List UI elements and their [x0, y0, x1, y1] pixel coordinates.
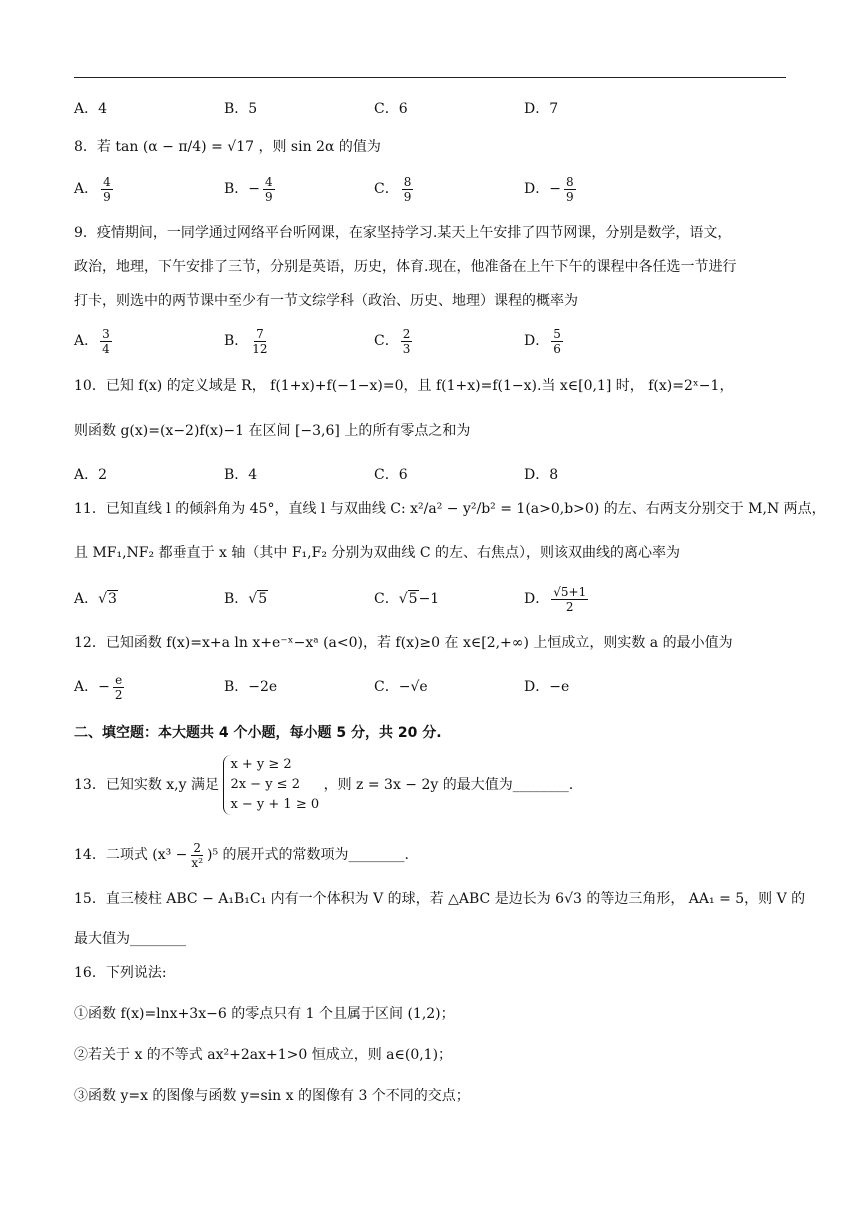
q11-options: [74, 582, 786, 616]
q11-line-1: 11．已知直线 l 的倾斜角为 45°，直线 l 与双曲线 C: x²/a² − y²/b² = 1(a>0,b>0) 的左、右两支分别交于 M,N 两点，: [74, 501, 826, 517]
fraction: [100, 327, 112, 356]
denominator: 12: [252, 341, 268, 356]
option-label: A．: [74, 679, 99, 695]
q10-options: [74, 458, 786, 492]
q10-line-1: 10．已知 f(x) 的定义域是 R， f(1+x)+f(−1−x)=0，且 f(1+x)=f(1−x).当 x∈[0,1] 时， f(x)=2ˣ−1，: [74, 378, 734, 394]
option-label: A．: [74, 591, 99, 607]
q14-suffix: )⁵ 的展开式的常数项为________.: [207, 847, 409, 863]
q9-option-b: [224, 324, 272, 358]
option-label: D．: [524, 333, 550, 349]
q15-line-2: 最大值为________: [74, 931, 186, 947]
radicand: 5: [408, 591, 418, 607]
sqrt-symbol: √3: [98, 591, 117, 607]
option-sign: −: [248, 181, 261, 197]
q16-item-3: ③函数 y=x 的图像与函数 y=sin x 的图像有 3 个不同的交点；: [74, 1088, 470, 1104]
fraction: [263, 175, 275, 204]
q8-text-after: ，则 sin 2α 的值为: [258, 139, 381, 155]
q7-option-b: B．5: [224, 101, 258, 117]
q8-text-before: 8．若 tan: [74, 139, 139, 155]
numerator: √5+1: [553, 584, 587, 599]
option-label: C．: [374, 333, 399, 349]
sqrt-symbol: √5: [248, 591, 268, 607]
numerator: 2: [193, 840, 202, 855]
option-value: −√e: [398, 679, 428, 695]
option-sign: −: [549, 181, 561, 197]
fraction: [564, 175, 576, 204]
q8-option-c: [374, 172, 415, 206]
option-sign: −: [98, 679, 110, 695]
radicand: 3: [108, 591, 117, 607]
denominator: 9: [103, 189, 111, 204]
option-label: C．: [374, 181, 399, 197]
q9-options: [74, 324, 786, 358]
option-label: A．: [74, 333, 99, 349]
sqrt-symbol: √5: [398, 591, 418, 607]
numerator: 5: [553, 326, 561, 341]
inequality-system: [223, 755, 319, 815]
inequality-3: x − y + 1 ≥ 0: [230, 797, 320, 812]
q11-option-d: [524, 582, 590, 616]
q10-option-c: C．6: [374, 467, 408, 483]
q14-prefix: 14．二项式 (x³ −: [74, 847, 188, 863]
option-label: B．: [224, 679, 249, 695]
q10-option-d: D．8: [524, 467, 559, 483]
denominator: 9: [403, 189, 412, 204]
q12-option-d: [524, 670, 569, 704]
denominator: 6: [553, 341, 561, 356]
option-label: D．: [524, 181, 550, 197]
fraction: [402, 175, 414, 204]
fraction: [551, 327, 563, 356]
option-value: −e: [549, 679, 570, 695]
option-label: C．: [374, 679, 399, 695]
option-label: B．: [224, 591, 249, 607]
fraction: [189, 841, 205, 870]
numerator: e: [115, 672, 123, 687]
q8-options: [74, 172, 786, 206]
denominator: 3: [402, 341, 411, 356]
top-rule: [74, 77, 786, 78]
q12-option-c: [374, 670, 428, 704]
q7-option-c: C．6: [374, 101, 408, 117]
denominator: 2: [114, 687, 123, 702]
numerator: 4: [103, 174, 111, 189]
numerator: 2: [402, 326, 411, 341]
q8-option-b: [224, 172, 277, 206]
q11-option-c: [374, 582, 439, 616]
q7-option-d: D．7: [524, 101, 559, 117]
q11-option-a: [74, 582, 118, 616]
q7-options: [74, 92, 786, 126]
q9-option-d: [524, 324, 565, 358]
denominator: 2: [565, 599, 574, 614]
q8-expr: (α − π/4) = √17: [142, 139, 255, 155]
inequality-1: x + y ≥ 2: [230, 757, 292, 772]
option-value: −2e: [248, 679, 278, 695]
q11-option-b: [224, 582, 268, 616]
q12-option-b: [224, 670, 277, 704]
q12-stem: 12．已知函数 f(x)=x+a ln x+e⁻ˣ−xᵃ (a<0)，若 f(x)≥0 在 x∈[2,+∞) 上恒成立，则实数 a 的最小值为: [74, 635, 733, 651]
denominator: 9: [265, 189, 273, 204]
q8-option-a: [74, 172, 115, 206]
q9-line-3: 打卡，则选中的两节课中至少有一节文综学科（政治、历史、地理）课程的概率为: [74, 293, 578, 309]
q12-option-a: [74, 670, 127, 704]
option-suffix: −1: [418, 591, 440, 607]
option-label: D．: [524, 591, 550, 607]
q8-stem: [74, 136, 381, 158]
denominator: x²: [191, 855, 203, 870]
q9-line-2: 政治，地理，下午安排了三节，分别是英语，历史，体育.现在，他准备在上午下午的课程中各任选一节进行: [74, 259, 737, 275]
q12-options: [74, 670, 786, 704]
q13-prefix: 13．已知实数 x,y 满足: [74, 777, 219, 793]
radicand: 5: [258, 591, 268, 607]
numerator: 8: [565, 174, 574, 189]
q8-option-d: [524, 172, 578, 206]
fraction: [551, 585, 588, 614]
q9-option-c: [374, 324, 414, 358]
option-label: B．: [224, 181, 249, 197]
numerator: 4: [265, 174, 273, 189]
section-heading: 二、填空题：本大题共 4 个小题，每小题 5 分，共 20 分.: [74, 725, 442, 741]
inequality-2: 2x − y ≤ 2: [230, 777, 300, 792]
q11-line-2: 且 MF₁,NF₂ 都垂直于 x 轴（其中 F₁,F₂ 分别为双曲线 C 的左、右焦点），则该双曲线的离心率为: [74, 545, 680, 561]
q10-option-b: B．4: [224, 467, 258, 483]
q16-item-2: ②若关于 x 的不等式 ax²+2ax+1>0 恒成立，则 a∈(0,1)；: [74, 1047, 453, 1063]
q13-suffix: ，则 z = 3x − 2y 的最大值为________.: [323, 777, 574, 793]
fraction: [250, 327, 269, 356]
q13-stem: [74, 752, 573, 818]
q9-option-a: [74, 324, 114, 358]
q16-item-1: ①函数 f(x)=lnx+3x−6 的零点只有 1 个且属于区间 (1,2)；: [74, 1006, 455, 1022]
denominator: 4: [102, 341, 110, 356]
numerator: 3: [102, 326, 110, 341]
q9-line-1: 9．疫情期间，一同学通过网络平台听网课，在家坚持学习.某天上午安排了四节网课，分别是数学，语文，: [74, 225, 732, 241]
fraction: [401, 327, 413, 356]
option-label: D．: [524, 679, 550, 695]
q14-stem: [74, 838, 409, 872]
numerator: 7: [256, 326, 264, 341]
q7-option-a: A．4: [74, 101, 108, 117]
option-label: A．: [74, 181, 99, 197]
fraction: [101, 175, 113, 204]
q10-option-a: A．2: [74, 467, 108, 483]
denominator: 9: [565, 189, 574, 204]
q15-line-1: 15．直三棱柱 ABC − A₁B₁C₁ 内有一个体积为 V 的球，若 △ABC 是边长为 6√3 的等边三角形， AA₁ = 5，则 V 的: [74, 891, 806, 907]
fraction: [113, 673, 125, 702]
option-label: B．: [224, 333, 249, 349]
q10-line-2: 则函数 g(x)=(x−2)f(x)−1 在区间 [−3,6] 上的所有零点之和为: [74, 423, 471, 439]
option-label: C．: [374, 591, 399, 607]
q16-title: 16．下列说法:: [74, 965, 167, 981]
numerator: 8: [403, 174, 412, 189]
